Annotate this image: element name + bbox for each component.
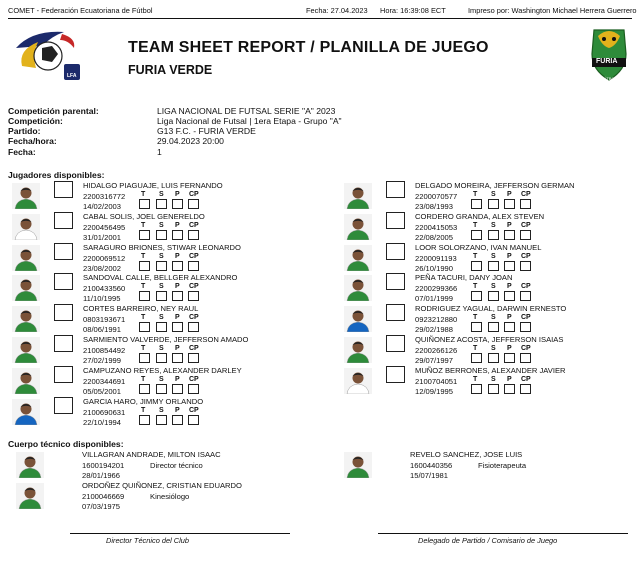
- player-photo: [12, 337, 40, 363]
- flag-checkbox-cp[interactable]: [188, 415, 199, 425]
- info-label: Competición parental:: [8, 106, 99, 116]
- avatar-icon: [344, 275, 372, 301]
- staff-id: 2100046669: [82, 492, 125, 501]
- avatar-icon: [344, 214, 372, 240]
- player-photo: [344, 452, 372, 478]
- flag-checkbox-t[interactable]: [471, 199, 482, 209]
- staff-row: [16, 450, 316, 480]
- player-row: [344, 212, 640, 243]
- player-row: [344, 243, 640, 274]
- selection-checkbox[interactable]: [54, 366, 73, 383]
- player-dob: 31/01/2001: [83, 233, 122, 242]
- player-name: SARMIENTO VALVERDE, JEFFERSON AMADO: [83, 335, 249, 344]
- player-id: 2100433560: [83, 284, 126, 293]
- flag-checkbox-p[interactable]: [504, 322, 515, 332]
- player-dob: 12/09/1995: [415, 387, 454, 396]
- page-title: TEAM SHEET REPORT / PLANILLA DE JUEGO: [128, 39, 489, 56]
- selection-checkbox[interactable]: [54, 397, 73, 414]
- flag-checkbox-cp[interactable]: [520, 291, 531, 301]
- flag-checkbox-p[interactable]: [504, 384, 515, 394]
- flag-header-cp: CP: [521, 191, 531, 198]
- player-photo: [12, 368, 40, 394]
- flag-header-t: T: [473, 253, 478, 260]
- top-bar: [8, 6, 637, 18]
- player-dob: 14/02/2003: [83, 202, 122, 211]
- flag-header-cp: CP: [189, 345, 199, 352]
- avatar-icon: [12, 337, 40, 363]
- flag-checkbox-p[interactable]: [172, 261, 183, 271]
- player-dob: 07/01/1999: [415, 294, 454, 303]
- flag-checkbox-s[interactable]: [156, 415, 167, 425]
- player-dob: 23/08/1993: [415, 202, 454, 211]
- flag-header-p: P: [507, 191, 512, 198]
- flag-header-s: S: [159, 345, 164, 352]
- info-value: Liga Nacional de Futsal | 1era Etapa - Grupo "A": [157, 116, 342, 126]
- player-photo: [344, 306, 372, 332]
- selection-checkbox[interactable]: [386, 212, 405, 229]
- flag-header-t: T: [141, 345, 146, 352]
- player-photo: [344, 368, 372, 394]
- player-name: MUÑOZ BERRONES, ALEXANDER JAVIER: [415, 366, 566, 375]
- selection-checkbox[interactable]: [386, 243, 405, 260]
- flag-header-s: S: [491, 253, 496, 260]
- top-rule: [8, 18, 632, 19]
- flag-checkbox-cp[interactable]: [188, 353, 199, 363]
- player-row: [12, 181, 312, 212]
- player-dob: 22/10/1994: [83, 418, 122, 427]
- flag-checkbox-s[interactable]: [488, 322, 499, 332]
- player-dob: 11/10/1995: [83, 294, 121, 303]
- flag-checkbox-p[interactable]: [172, 384, 183, 394]
- player-photo: [344, 183, 372, 209]
- flag-header-p: P: [175, 253, 180, 260]
- player-id: 2200415053: [415, 223, 458, 232]
- flag-header-s: S: [159, 253, 164, 260]
- flag-checkbox-p[interactable]: [504, 261, 515, 271]
- player-name: SARAGURO BRIONES, STIWAR LEONARDO: [83, 243, 241, 252]
- player-row: [344, 335, 640, 366]
- flag-checkbox-s[interactable]: [156, 322, 167, 332]
- flag-header-p: P: [175, 376, 180, 383]
- player-row: [12, 366, 312, 397]
- flag-header-s: S: [491, 222, 496, 229]
- player-name: SANDOVAL CALLE, BELLGER ALEXANDRO: [83, 273, 238, 282]
- player-photo: [12, 214, 40, 240]
- player-dob: 23/08/2002: [83, 264, 122, 273]
- selection-checkbox[interactable]: [54, 335, 73, 352]
- player-name: CORDERO GRANDA, ALEX STEVEN: [415, 212, 545, 221]
- player-name: CABAL SOLIS, JOEL GENERELDO: [83, 212, 205, 221]
- flag-checkbox-cp[interactable]: [188, 322, 199, 332]
- player-id: 2200070577: [415, 192, 458, 201]
- avatar-icon: [16, 452, 44, 478]
- staff-dob: 07/03/1975: [82, 502, 121, 511]
- flag-checkbox-s[interactable]: [156, 291, 167, 301]
- flag-checkbox-p[interactable]: [172, 291, 183, 301]
- flag-header-t: T: [141, 253, 146, 260]
- flag-header-cp: CP: [521, 253, 531, 260]
- flag-header-s: S: [159, 407, 164, 414]
- flag-checkbox-p[interactable]: [172, 415, 183, 425]
- staff-role: Kinesiólogo: [150, 492, 190, 501]
- staff-row: [344, 450, 640, 480]
- info-label: Fecha:: [8, 147, 36, 157]
- player-name: QUIÑONEZ ACOSTA, JEFFERSON ISAIAS: [415, 335, 564, 344]
- player-row: [344, 304, 640, 335]
- player-row: [12, 273, 312, 304]
- player-dob: 27/02/1999: [83, 356, 122, 365]
- info-value: LIGA NACIONAL DE FUTSAL SERIE "A" 2023: [157, 106, 336, 116]
- player-dob: 08/06/1991: [83, 325, 122, 334]
- flag-checkbox-cp[interactable]: [188, 291, 199, 301]
- delegate-signature-label: Delegado de Partido / Comisario de Juego: [418, 536, 558, 545]
- flag-header-p: P: [507, 253, 512, 260]
- flag-header-s: S: [491, 191, 496, 198]
- flag-header-p: P: [175, 222, 180, 229]
- selection-checkbox[interactable]: [54, 243, 73, 260]
- flag-header-s: S: [159, 283, 164, 290]
- flag-checkbox-t[interactable]: [139, 353, 150, 363]
- player-photo: [12, 245, 40, 271]
- flag-checkbox-p[interactable]: [172, 322, 183, 332]
- flag-header-s: S: [159, 191, 164, 198]
- flag-checkbox-s[interactable]: [488, 384, 499, 394]
- info-label: Fecha/hora:: [8, 136, 57, 146]
- flag-header-p: P: [175, 314, 180, 321]
- selection-checkbox[interactable]: [386, 181, 405, 198]
- staff-name: REVELO SANCHEZ, JOSE LUIS: [410, 450, 523, 459]
- flag-checkbox-t[interactable]: [139, 322, 150, 332]
- staff-name: VILLAGRAN ANDRADE, MILTON ISAAC: [82, 450, 221, 459]
- flag-header-p: P: [507, 222, 512, 229]
- player-name: CORTES BARREIRO, NEY RAUL: [83, 304, 199, 313]
- staff-id: 1600440356: [410, 461, 453, 470]
- info-label: Partido:: [8, 126, 41, 136]
- flag-checkbox-t[interactable]: [139, 230, 150, 240]
- flag-checkbox-t[interactable]: [471, 291, 482, 301]
- flag-checkbox-t[interactable]: [139, 199, 150, 209]
- avatar-icon: [344, 337, 372, 363]
- avatar-icon: [344, 452, 372, 478]
- player-photo: [16, 483, 44, 509]
- player-id: 2200266126: [415, 346, 458, 355]
- flag-header-s: S: [491, 376, 496, 383]
- player-row: [12, 397, 312, 428]
- flag-header-p: P: [507, 376, 512, 383]
- flag-header-p: P: [175, 345, 180, 352]
- fef-logo-label: LFA: [67, 73, 77, 79]
- flag-checkbox-cp[interactable]: [188, 199, 199, 209]
- selection-checkbox[interactable]: [54, 181, 73, 198]
- avatar-icon: [12, 306, 40, 332]
- flag-header-t: T: [141, 376, 146, 383]
- player-photo: [12, 399, 40, 425]
- player-dob: 26/10/1990: [415, 264, 454, 273]
- flag-checkbox-cp[interactable]: [188, 384, 199, 394]
- flag-checkbox-t[interactable]: [471, 261, 482, 271]
- selection-checkbox[interactable]: [54, 273, 73, 290]
- club-logo-sub: FÚTBOL: [601, 76, 617, 81]
- flag-header-s: S: [159, 314, 164, 321]
- flag-header-p: P: [507, 283, 512, 290]
- flag-header-s: S: [491, 345, 496, 352]
- info-value: G13 F.C. - FURIA VERDE: [157, 126, 256, 136]
- flag-checkbox-s[interactable]: [488, 291, 499, 301]
- flag-checkbox-s[interactable]: [488, 230, 499, 240]
- flag-header-p: P: [507, 345, 512, 352]
- fef-logo: [12, 26, 82, 84]
- avatar-icon: [16, 483, 44, 509]
- staff-dob: 15/07/1981: [410, 471, 449, 480]
- player-photo: [12, 275, 40, 301]
- player-id: 0923212880: [415, 315, 458, 324]
- player-id: 0803193671: [83, 315, 126, 324]
- flag-checkbox-s[interactable]: [156, 230, 167, 240]
- player-id: 2200299366: [415, 284, 458, 293]
- flag-checkbox-p[interactable]: [504, 353, 515, 363]
- flag-header-t: T: [141, 407, 146, 414]
- print-time: Hora: 16:39:08 ECT: [380, 6, 446, 15]
- flag-header-cp: CP: [521, 222, 531, 229]
- flag-header-cp: CP: [189, 376, 199, 383]
- delegate-signature-line: [378, 533, 628, 534]
- flag-checkbox-p[interactable]: [172, 230, 183, 240]
- player-row: [12, 335, 312, 366]
- flag-checkbox-s[interactable]: [488, 199, 499, 209]
- flag-checkbox-t[interactable]: [139, 261, 150, 271]
- player-photo: [344, 275, 372, 301]
- print-date: Fecha: 27.04.2023: [306, 6, 368, 15]
- flag-checkbox-s[interactable]: [488, 261, 499, 271]
- player-photo: [12, 183, 40, 209]
- flag-header-p: P: [175, 191, 180, 198]
- staff-role: Fisioterapeuta: [478, 461, 527, 470]
- player-photo: [344, 245, 372, 271]
- flag-checkbox-cp[interactable]: [520, 384, 531, 394]
- avatar-icon: [344, 368, 372, 394]
- player-photo: [12, 306, 40, 332]
- coach-signature-line: [70, 533, 290, 534]
- club-logo: [588, 24, 630, 86]
- player-name: CAMPUZANO REYES, ALEXANDER DARLEY: [83, 366, 242, 375]
- flag-header-cp: CP: [189, 407, 199, 414]
- flag-checkbox-t[interactable]: [471, 353, 482, 363]
- org-name: COMET - Federación Ecuatoriana de Fútbol: [8, 6, 153, 15]
- flag-checkbox-p[interactable]: [504, 291, 515, 301]
- avatar-icon: [12, 399, 40, 425]
- flag-header-t: T: [141, 314, 146, 321]
- player-dob: 29/07/1997: [415, 356, 454, 365]
- flag-header-p: P: [175, 283, 180, 290]
- player-dob: 05/05/2001: [83, 387, 122, 396]
- player-photo: [344, 214, 372, 240]
- flag-header-t: T: [141, 283, 146, 290]
- flag-header-cp: CP: [189, 191, 199, 198]
- player-id: 2200069512: [83, 254, 126, 263]
- avatar-icon: [344, 245, 372, 271]
- avatar-icon: [344, 306, 372, 332]
- flag-header-s: S: [491, 283, 496, 290]
- player-id: 2200091193: [415, 254, 457, 263]
- flag-checkbox-cp[interactable]: [520, 230, 531, 240]
- selection-checkbox[interactable]: [386, 304, 405, 321]
- player-id: 2100690631: [83, 408, 126, 417]
- staff-row: [16, 481, 316, 511]
- flag-header-s: S: [159, 376, 164, 383]
- player-photo: [16, 452, 44, 478]
- avatar-icon: [12, 275, 40, 301]
- flag-checkbox-t[interactable]: [471, 230, 482, 240]
- team-name: FURIA VERDE: [128, 63, 213, 77]
- printed-by: Impreso por: Washington Michael Herrera Guerrero: [468, 6, 637, 15]
- flag-header-cp: CP: [521, 314, 531, 321]
- flag-header-cp: CP: [189, 253, 199, 260]
- flag-checkbox-cp[interactable]: [520, 322, 531, 332]
- flag-header-t: T: [141, 191, 146, 198]
- flag-checkbox-s[interactable]: [488, 353, 499, 363]
- selection-checkbox[interactable]: [386, 366, 405, 383]
- selection-checkbox[interactable]: [54, 212, 73, 229]
- selection-checkbox[interactable]: [54, 304, 73, 321]
- player-id: 2200344691: [83, 377, 126, 386]
- flag-header-s: S: [159, 222, 164, 229]
- flag-header-t: T: [473, 191, 478, 198]
- player-dob: 29/02/1988: [415, 325, 454, 334]
- flag-checkbox-s[interactable]: [156, 199, 167, 209]
- flag-header-cp: CP: [521, 345, 531, 352]
- player-row: [344, 366, 640, 397]
- player-row: [12, 304, 312, 335]
- player-photo: [344, 337, 372, 363]
- flag-header-cp: CP: [189, 283, 199, 290]
- club-logo-label: FURIA: [596, 58, 618, 65]
- coach-signature-label: Director Técnico del Club: [106, 536, 189, 545]
- avatar-icon: [12, 245, 40, 271]
- flag-header-t: T: [473, 222, 478, 229]
- flag-header-p: P: [507, 314, 512, 321]
- flag-checkbox-p[interactable]: [504, 230, 515, 240]
- player-row: [12, 212, 312, 243]
- flag-checkbox-cp[interactable]: [188, 261, 199, 271]
- flag-checkbox-t[interactable]: [471, 384, 482, 394]
- player-row: [344, 181, 640, 212]
- flag-checkbox-s[interactable]: [156, 353, 167, 363]
- flag-header-s: S: [491, 314, 496, 321]
- flag-header-t: T: [473, 283, 478, 290]
- player-name: HIDALGO PIAGUAJE, LUIS FERNANDO: [83, 181, 223, 190]
- player-name: GARCIA HARO, JIMMY ORLANDO: [83, 397, 204, 406]
- player-id: 2100704051: [415, 377, 458, 386]
- avatar-icon: [12, 183, 40, 209]
- flag-header-cp: CP: [521, 283, 531, 290]
- flag-header-t: T: [141, 222, 146, 229]
- player-dob: 22/08/2005: [415, 233, 454, 242]
- info-value: 29.04.2023 20:00: [157, 136, 224, 146]
- avatar-icon: [12, 368, 40, 394]
- flag-checkbox-s[interactable]: [156, 384, 167, 394]
- flag-header-cp: CP: [189, 314, 199, 321]
- avatar-icon: [12, 214, 40, 240]
- flag-checkbox-cp[interactable]: [188, 230, 199, 240]
- flag-checkbox-cp[interactable]: [520, 353, 531, 363]
- selection-checkbox[interactable]: [386, 335, 405, 352]
- flag-checkbox-p[interactable]: [172, 353, 183, 363]
- player-id: 2200316772: [83, 192, 126, 201]
- flag-header-cp: CP: [189, 222, 199, 229]
- flag-header-t: T: [473, 314, 478, 321]
- player-name: DELGADO MOREIRA, JEFFERSON GERMAN: [415, 181, 575, 190]
- staff-id: 1600194201: [82, 461, 125, 470]
- flag-checkbox-p[interactable]: [172, 199, 183, 209]
- player-row: [12, 243, 312, 274]
- player-id: 2100854492: [83, 346, 126, 355]
- flag-header-t: T: [473, 376, 478, 383]
- info-value: 1: [157, 147, 162, 157]
- flag-header-t: T: [473, 345, 478, 352]
- flag-checkbox-cp[interactable]: [520, 199, 531, 209]
- flag-checkbox-t[interactable]: [139, 415, 150, 425]
- player-name: RODRIGUEZ YAGUAL, DARWIN ERNESTO: [415, 304, 567, 313]
- flag-header-p: P: [175, 407, 180, 414]
- flag-checkbox-t[interactable]: [471, 322, 482, 332]
- staff-role: Director técnico: [150, 461, 203, 470]
- avatar-icon: [344, 183, 372, 209]
- staff-name: ORDOÑEZ QUIÑONEZ, CRISTIAN EDUARDO: [82, 481, 242, 490]
- flag-checkbox-p[interactable]: [504, 199, 515, 209]
- flag-checkbox-s[interactable]: [156, 261, 167, 271]
- flag-header-cp: CP: [521, 376, 531, 383]
- info-label: Competición:: [8, 116, 63, 126]
- player-id: 2200456495: [83, 223, 126, 232]
- player-name: PEÑA TACURI, DANY JOAN: [415, 273, 513, 282]
- players-title: Jugadores disponibles:: [8, 170, 105, 180]
- flag-checkbox-t[interactable]: [139, 291, 150, 301]
- flag-checkbox-cp[interactable]: [520, 261, 531, 271]
- staff-dob: 28/01/1966: [82, 471, 121, 480]
- selection-checkbox[interactable]: [386, 273, 405, 290]
- player-row: [344, 273, 640, 304]
- staff-title: Cuerpo técnico disponibles:: [8, 439, 124, 449]
- flag-checkbox-t[interactable]: [139, 384, 150, 394]
- player-name: LOOR SOLORZANO, IVAN MANUEL: [415, 243, 542, 252]
